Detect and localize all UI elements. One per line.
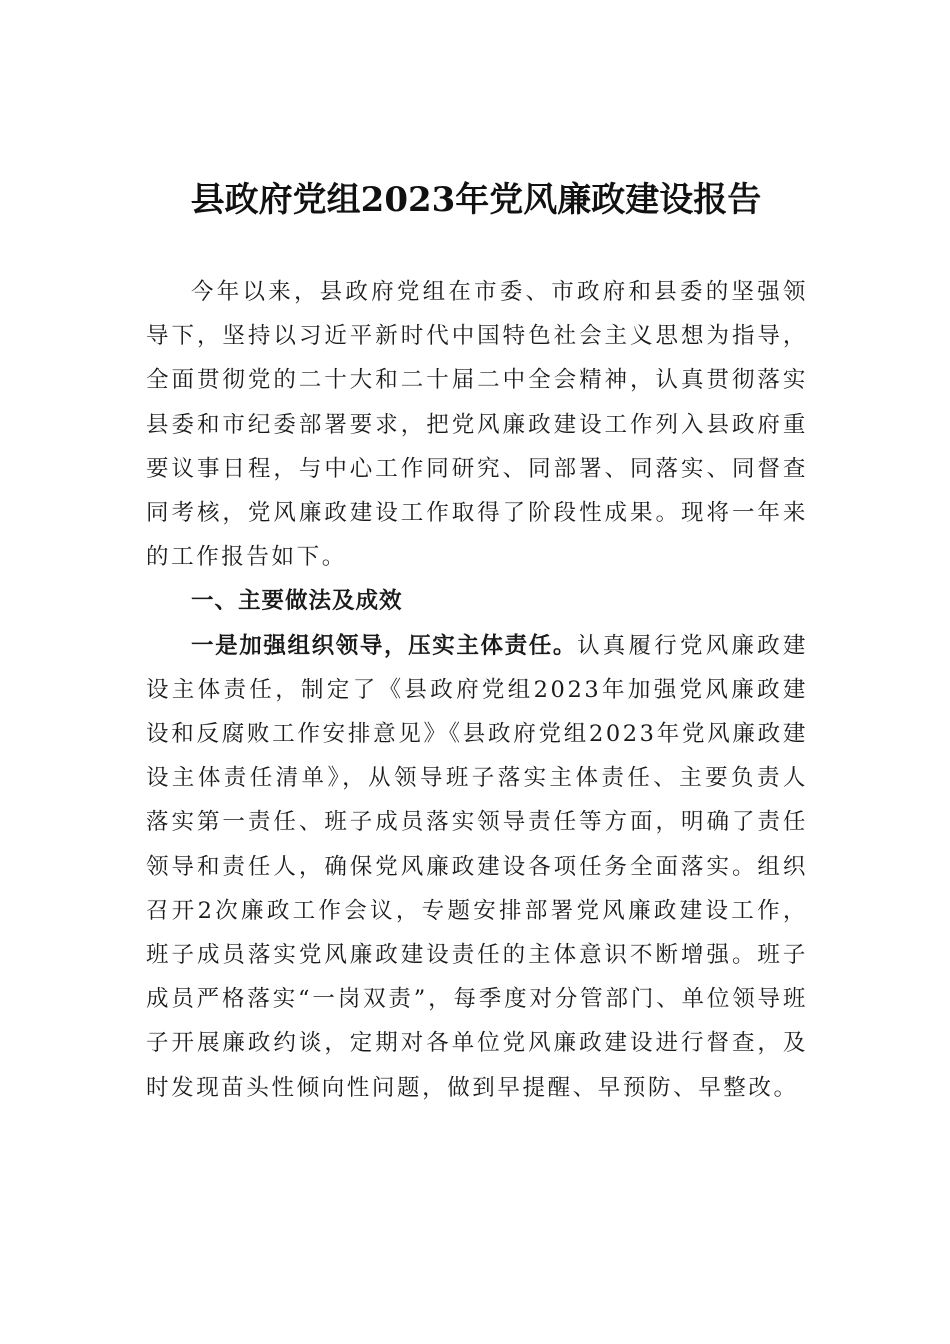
intro-paragraph: 今年以来，县政府党组在市委、市政府和县委的坚强领导下，坚持以习近平新时代中国特色社会主义思想为指导，全面贯彻党的二十大和二十届二中全会精神，认真贯彻落实县委和市纪委部署要求，把党风廉政建设工作列入县政府重要议事日程，与中心工作同研究、同部署、同落实、同督查同考核，党风廉政建设工作取得了阶段性成果。现将一年来的工作报告如下。 [146, 279, 808, 571]
document-title: 县政府党组2023年党风廉政建设报告 [190, 180, 762, 220]
section-heading: 一、主要做法及成效 [191, 588, 403, 615]
item-text: 认真履行党风廉政建设主体责任，制定了《县政府党组2023年加强党风廉政建设和反腐败工作安排意见》《县政府党组2023年党风廉政建设主体责任清单》，从领导班子落实主体责任、主要负责人落实第一责任、班子成员落实领导责任等方面，明确了责任领导和责任人，确保党风廉政建设各项任务全面落实。组织召开2次廉政工作会议，专题安排部署党风廉政建设工作，班子成员落实党风廉政建设责任的主体意识不断增强。班子成员严格落实“一岗双责”，每季度对分管部门、单位领导班子开展廉政约谈，定期对各单位党风廉政建设进行督查，及时发现苗头性倾向性问题，做到早提醒、早预防、早整改。 [146, 632, 808, 1101]
item-paragraph [146, 624, 808, 1110]
document-body [146, 270, 808, 1110]
item-lead: 一是加强组织领导，压实主体责任。 [191, 632, 578, 659]
